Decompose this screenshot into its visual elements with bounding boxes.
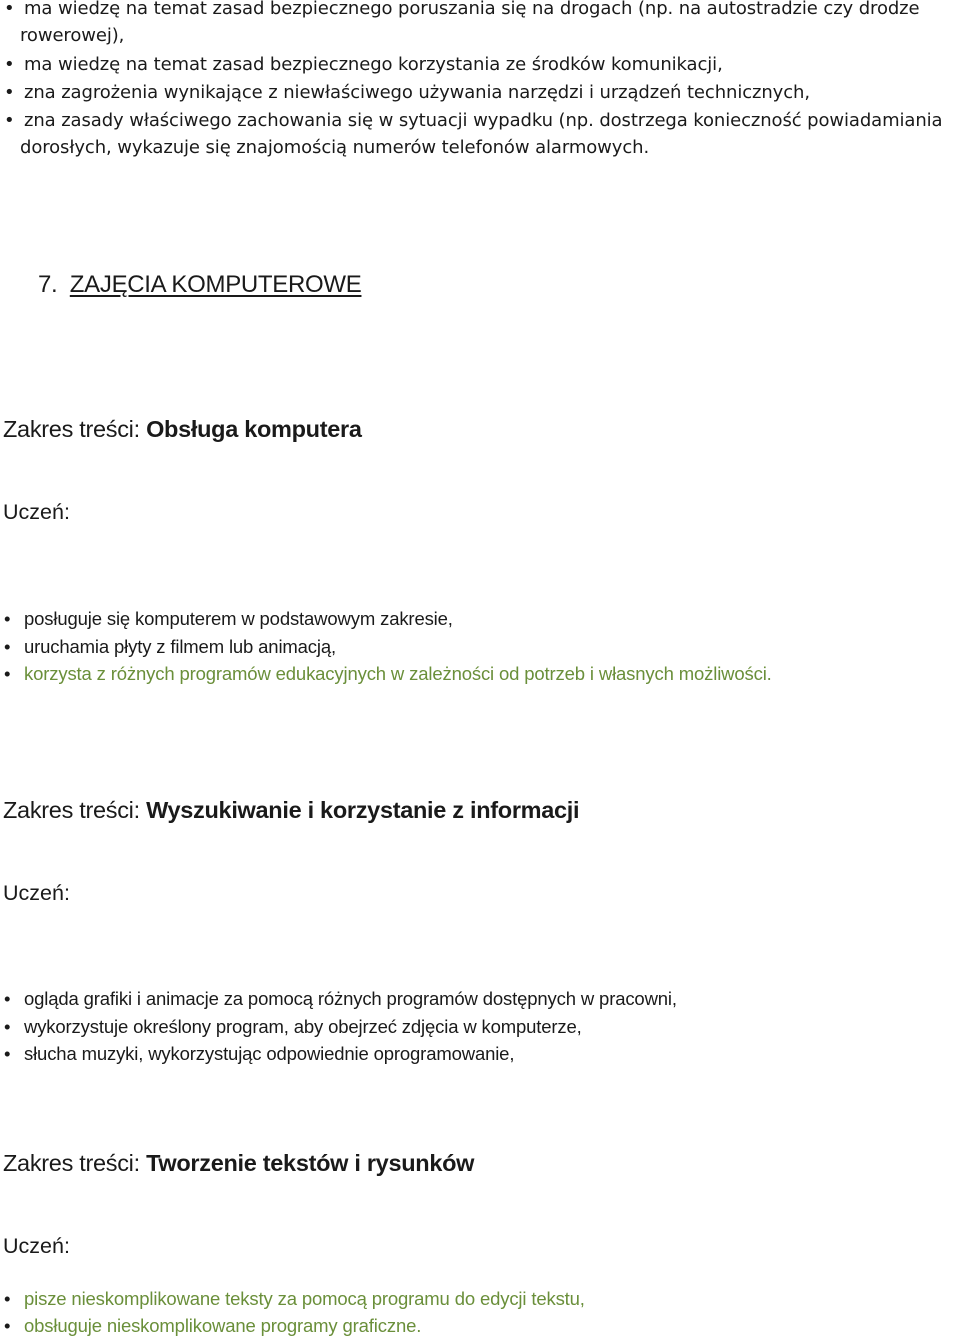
list-item-text: obsługuje nieskomplikowane programy graficzne. (24, 1315, 422, 1336)
bullet-icon: • (4, 636, 11, 657)
chapter-title: ZAJĘCIA KOMPUTEROWE (69, 271, 362, 298)
intro-bullet-text: zna zagrożenia wynikające z niewłaściwego używania narzędzi i urządzeń technicznych, (24, 82, 810, 103)
list-item-text: ogląda grafiki i animacje za pomocą różnych programów dostępnych w pracowni, (24, 988, 677, 1009)
section-title: Wyszukiwanie i korzystanie z informacji (146, 797, 580, 823)
section-title: Obsługa komputera (146, 416, 362, 442)
list-item-text: pisze nieskomplikowane teksty za pomocą programu do edycji tekstu, (24, 1288, 585, 1309)
list-item (4, 1040, 514, 1068)
section-prefix: Zakres treści: (3, 797, 147, 823)
chapter-heading (38, 270, 361, 300)
intro-bullet-continuation: rowerowej), (20, 25, 125, 46)
section-heading (3, 1148, 474, 1178)
list-item (4, 985, 677, 1013)
section-heading (3, 414, 362, 444)
intro-bullet-text: ma wiedzę na temat zasad bezpiecznego poruszania się na drogach (np. na autostradzie czy drodze (24, 0, 920, 19)
intro-bullet-item (4, 0, 920, 22)
list-item-text: korzysta z różnych programów edukacyjnych w zależności od potrzeb i własnych możliwości. (24, 663, 772, 684)
bullet-icon: • (4, 988, 11, 1009)
student-label: Uczeń: (3, 1234, 70, 1258)
bullet-icon: • (4, 0, 15, 19)
intro-bullet-item (4, 107, 943, 134)
list-item (4, 1013, 582, 1041)
section-prefix: Zakres treści: (3, 416, 147, 442)
bullet-icon: • (4, 663, 11, 684)
list-item-text: wykorzystuje określony program, aby obejrzeć zdjęcia w komputerze, (24, 1016, 582, 1037)
list-item (4, 660, 772, 688)
list-item-text: słucha muzyki, wykorzystując odpowiednie oprogramowanie, (24, 1043, 515, 1064)
intro-bullet-item (4, 79, 810, 106)
bullet-icon: • (4, 1315, 11, 1336)
bullet-icon: • (4, 1016, 11, 1037)
list-item (4, 633, 336, 661)
bullet-icon: • (4, 608, 11, 629)
student-label: Uczeń: (3, 500, 70, 524)
bullet-icon: • (4, 54, 15, 75)
list-item (4, 605, 453, 633)
section-prefix: Zakres treści: (3, 1150, 147, 1176)
chapter-number: 7. (38, 271, 58, 298)
intro-bullet-text: ma wiedzę na temat zasad bezpiecznego korzystania ze środków komunikacji, (24, 54, 723, 75)
bullet-icon: • (4, 1043, 11, 1064)
intro-bullet-text: zna zasady właściwego zachowania się w sytuacji wypadku (np. dostrzega konieczność powiadamiania (24, 110, 943, 131)
student-label: Uczeń: (3, 881, 70, 905)
intro-bullet-continuation: dorosłych, wykazuje się znajomością numerów telefonów alarmowych. (20, 137, 650, 158)
list-item-text: posługuje się komputerem w podstawowym zakresie, (24, 608, 453, 629)
list-item (4, 1285, 585, 1313)
list-item (4, 1312, 421, 1340)
list-item-text: uruchamia płyty z filmem lub animacją, (24, 636, 336, 657)
section-title: Tworzenie tekstów i rysunków (146, 1150, 475, 1176)
bullet-icon: • (4, 110, 15, 131)
intro-bullet-item (4, 51, 723, 78)
bullet-icon: • (4, 1288, 11, 1309)
bullet-icon: • (4, 82, 15, 103)
section-heading (3, 795, 579, 825)
